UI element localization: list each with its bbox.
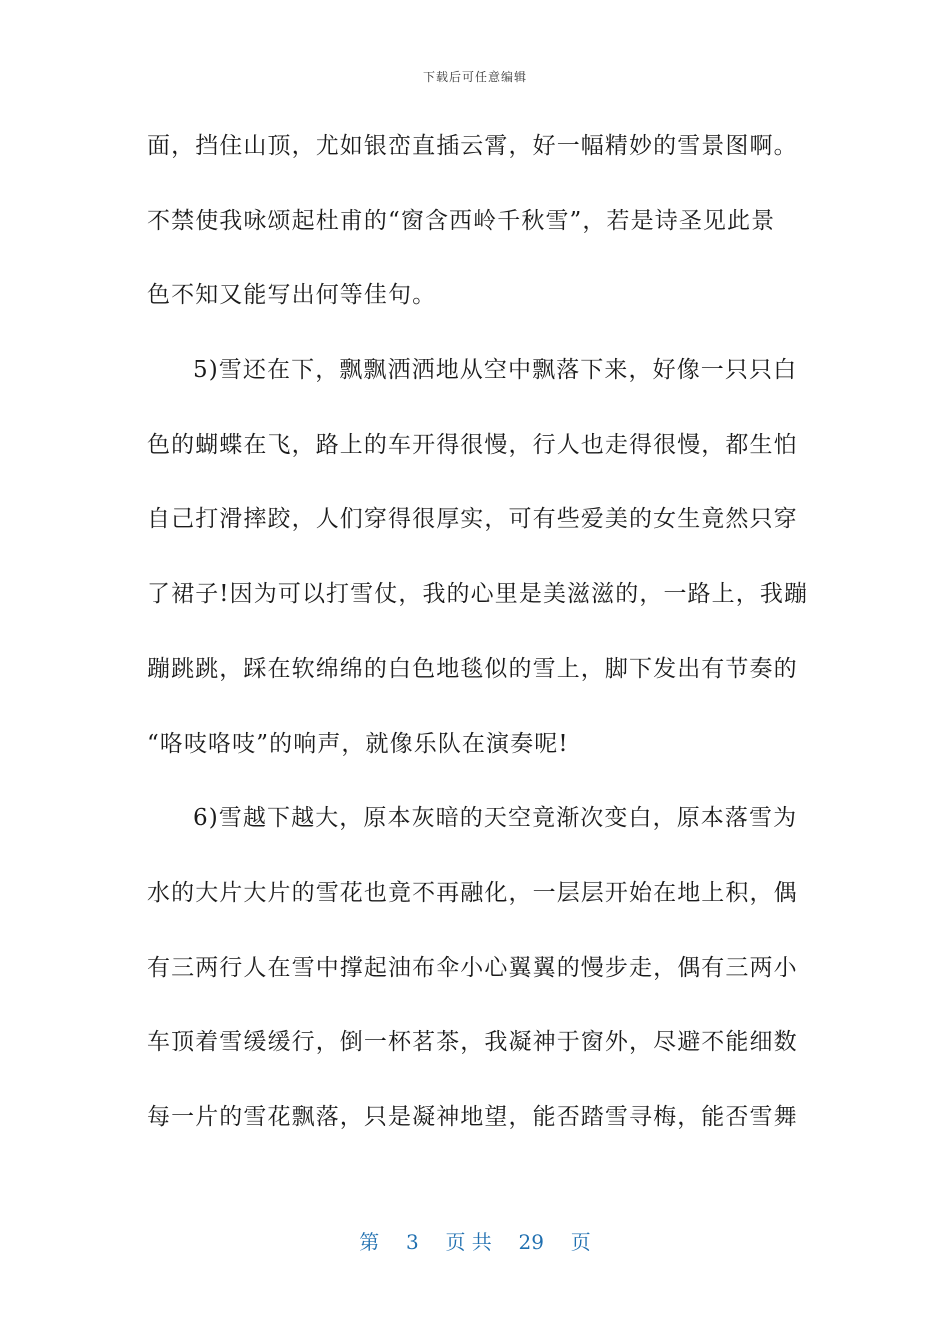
total-pages: 29 (518, 1230, 544, 1254)
body-text (147, 124, 807, 1170)
page-number: 3 (406, 1230, 419, 1254)
text-line: 自己打滑摔跤，人们穿得很厚实，可有些爱美的女生竟然只穿 (147, 506, 798, 533)
paragraph-start-line: 6)雪越下越大，原本灰暗的天空竟渐次变白，原本落雪为 (193, 805, 798, 832)
page-header: 下载后可任意编辑 (422, 70, 527, 84)
text-line: 了裙子!因为可以打雪仗，我的心里是美滋滋的，一路上，我蹦 (147, 581, 809, 608)
text-line: 色不知又能写出何等佳句。 (147, 282, 437, 309)
page-label: 第 (359, 1230, 380, 1254)
text-line: 面，挡住山顶，尤如银峦直插云霄，好一幅精妙的雪景图啊。 (147, 133, 798, 159)
text-line: “咯吱咯吱”的响声，就像乐队在演奏呢! (147, 730, 569, 757)
text-line: 蹦跳跳，踩在软绵绵的白色地毯似的雪上，脚下发出有节奏的 (147, 655, 798, 682)
end-label: 页 (570, 1230, 591, 1254)
text-line: 有三两行人在雪中撑起油布伞小心翼翼的慢步走，偶有三两小 (147, 954, 798, 981)
text-line: 水的大片大片的雪花也竟不再融化，一层层开始在地上积，偶 (147, 879, 798, 906)
page-footer (0, 1226, 950, 1255)
paragraph-start-line: 5)雪还在下，飘飘洒洒地从空中飘落下来，好像一只只白 (193, 357, 798, 384)
text-line: 每一片的雪花飘落，只是凝神地望，能否踏雪寻梅，能否雪舞 (147, 1103, 798, 1130)
text-line: 色的蝴蝶在飞，路上的车开得很慢，行人也走得很慢，都生怕 (147, 431, 798, 458)
text-line: 车顶着雪缓缓行，倒一杯茗茶，我凝神于窗外，尽避不能细数 (147, 1029, 798, 1056)
text-line: 不禁使我咏颂起杜甫的“窗含西岭千秋雪”，若是诗圣见此景 (147, 207, 776, 234)
total-label: 页 共 (445, 1230, 492, 1254)
